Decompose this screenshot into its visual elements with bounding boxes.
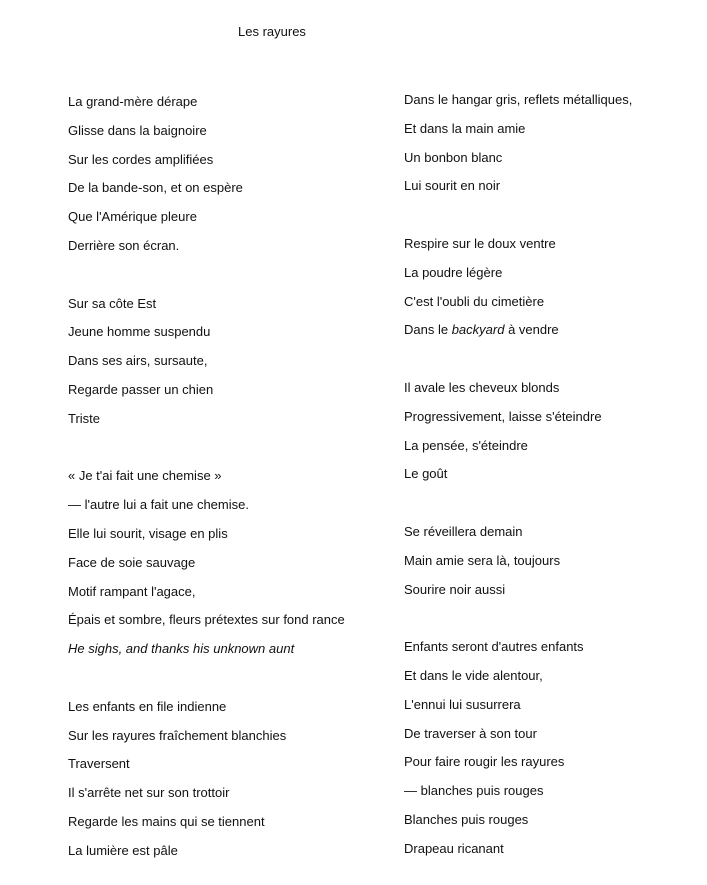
poem-line: De la bande-son, et on espère xyxy=(68,180,243,196)
poem-line: Derrière son écran. xyxy=(68,237,180,253)
poem-line: La lumière est pâle xyxy=(68,842,178,858)
poem-line: Il avale les cheveux blonds xyxy=(404,379,560,395)
poem-line: Et dans le vide alentour, xyxy=(404,667,543,683)
poem-line: — l'autre lui a fait une chemise. xyxy=(68,497,249,513)
poem-line: Un bonbon blanc xyxy=(404,149,503,165)
poem-line: Lui sourit en noir xyxy=(404,178,501,194)
poem-line: Glisse dans la baignoire xyxy=(68,122,207,138)
poem-line: Sur les rayures fraîchement blanchies xyxy=(68,727,287,743)
poem-line: Progressivement, laisse s'éteindre xyxy=(404,408,602,424)
poem-line: — blanches puis rouges xyxy=(404,783,544,799)
poem-line: Que l'Amérique pleure xyxy=(68,209,197,225)
poem-line: Il s'arrête net sur son trottoir xyxy=(68,785,230,801)
poem-line: Enfants seront d'autres enfants xyxy=(404,639,584,655)
poem-line: Drapeau ricanant xyxy=(404,840,504,856)
poem-line: Dans ses airs, sursaute, xyxy=(68,353,208,369)
poem-line: De traverser à son tour xyxy=(404,725,537,741)
poem-left-column xyxy=(68,93,345,871)
poem-line: Face de soie sauvage xyxy=(68,554,196,570)
poem-line: Jeune homme suspendu xyxy=(68,324,211,340)
poem-line-text: Dans le xyxy=(404,322,452,338)
poem-line xyxy=(404,206,632,235)
poem-line: He sighs, and thanks his unknown aunt xyxy=(68,641,295,657)
poem-line: Regarde les mains qui se tiennent xyxy=(68,813,265,829)
poem-line-text: à vendre xyxy=(504,322,559,338)
poem-line: Sur les cordes amplifiées xyxy=(68,151,214,167)
poem-line: Les enfants en file indienne xyxy=(68,698,227,714)
poem-line: Le goût xyxy=(404,466,448,482)
poem-line: C'est l'oubli du cimetière xyxy=(404,293,545,309)
poem-line: Main amie sera là, toujours xyxy=(404,552,561,568)
poem-line: Épais et sombre, fleurs prétextes sur fond rance xyxy=(68,612,345,628)
poem-line: Sur sa côte Est xyxy=(68,295,157,311)
poem-line xyxy=(68,266,345,295)
poem-line: Pour faire rougir les rayures xyxy=(404,754,565,770)
poem-line: L'ennui lui susurrera xyxy=(404,696,521,712)
poem-line: Se réveillera demain xyxy=(404,523,523,539)
poem-line: Elle lui sourit, visage en plis xyxy=(68,525,228,541)
poem-line: « Je t'ai fait une chemise » xyxy=(68,468,222,484)
poem-line: Triste xyxy=(68,410,101,426)
poem-title: Les rayures xyxy=(238,24,306,39)
poem-line: La poudre légère xyxy=(404,264,503,280)
poem-line: La grand-mère dérape xyxy=(68,94,198,109)
poem-line xyxy=(68,669,345,698)
poem-line: Regarde passer un chien xyxy=(68,381,214,397)
poem-line xyxy=(404,494,632,523)
poem-line: Traversent xyxy=(68,756,130,772)
poem-line: Motif rampant l'agace, xyxy=(68,583,196,599)
poem-line: Dans le hangar gris, reflets métalliques, xyxy=(404,92,633,107)
poem-line xyxy=(404,350,632,379)
poem-line: Respire sur le doux ventre xyxy=(404,235,556,251)
poem-line xyxy=(404,609,632,638)
poem-line xyxy=(404,321,632,350)
poem-right-column xyxy=(404,91,632,869)
poem-line-italic-word: backyard xyxy=(451,322,505,338)
poem-line: Sourire noir aussi xyxy=(404,581,506,597)
poem-line: La pensée, s'éteindre xyxy=(404,437,528,453)
poem-line: Et dans la main amie xyxy=(404,120,526,136)
poem-line xyxy=(68,439,345,468)
poem-line: Blanches puis rouges xyxy=(404,811,529,827)
